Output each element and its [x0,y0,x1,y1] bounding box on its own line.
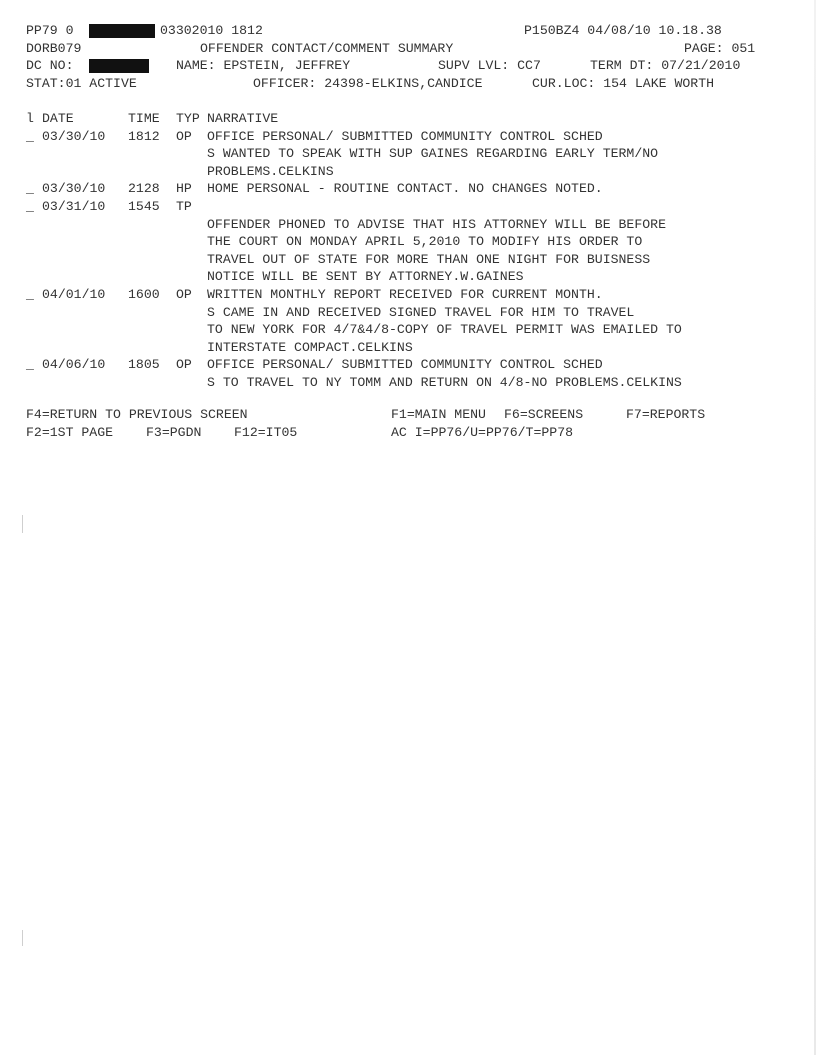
terminal-id: DORB079 [26,40,82,56]
screen-id: PP79 0 [26,23,74,38]
narrative-line: INTERSTATE COMPACT.CELKINS [207,339,413,355]
offender-name: NAME: EPSTEIN, JEFFREY [176,58,351,74]
officer: OFFICER: 24398-ELKINS,CANDICE [253,75,483,91]
system-timestamp: P150BZ4 04/08/10 10.18.38 [524,23,722,38]
dc-number-label: DC NO: [26,58,74,74]
contact-entry [26,128,786,181]
narrative-line: HOME PERSONAL - ROUTINE CONTACT. NO CHANGES NOTED. [207,181,603,197]
contact-entry [26,286,786,356]
column-header-row [26,110,786,128]
entry-continuation-row [26,321,786,339]
current-location: CUR.LOC: 154 LAKE WORTH [532,75,715,91]
term-date: TERM DT: 07/21/2010 [590,58,741,74]
narrative-line: PROBLEMS.CELKINS [207,163,334,179]
page-title: OFFENDER CONTACT/COMMENT SUMMARY [200,40,454,56]
contact-entry [26,198,786,286]
select-field[interactable]: _ [26,357,34,373]
f12-key[interactable]: F12=IT05 [234,425,298,441]
f1-main-menu-key[interactable]: F1=MAIN MENU [391,407,486,423]
header-line-2 [26,40,786,58]
entry-time: 1545 [128,198,160,214]
narrative-line: OFFICE PERSONAL/ SUBMITTED COMMUNITY CONTROL SCHED [207,128,603,144]
entry-continuation-row [26,251,786,269]
column-narrative: NARRATIVE [207,110,279,126]
column-date: DATE [42,110,74,126]
entry-continuation-row [26,216,786,234]
action-code-field[interactable]: AC I=PP76/U=PP76/T=PP78 [391,425,574,441]
entry-date: 03/30/10 [42,181,106,197]
terminal-screen [26,22,786,442]
page-number: PAGE: 051 [684,40,756,56]
narrative-line: TO NEW YORK FOR 4/7&4/8-COPY OF TRAVEL PERMIT WAS EMAILED TO [207,322,682,338]
entry-continuation-row [26,268,786,286]
narrative-line: THE COURT ON MONDAY APRIL 5,2010 TO MODIFY HIS ORDER TO [207,234,643,250]
column-time: TIME [128,110,160,126]
timestamp-code: 03302010 1812 [160,23,263,38]
scan-mark [22,515,23,533]
f2-first-page-key[interactable]: F2=1ST PAGE [26,425,114,441]
entry-continuation-row [26,339,786,357]
function-key-row-1 [26,406,786,424]
f7-reports-key[interactable]: F7=REPORTS [626,407,706,423]
entry-type: OP [176,128,192,144]
narrative-line: S CAME IN AND RECEIVED SIGNED TRAVEL FOR HIM TO TRAVEL [207,304,635,320]
select-field[interactable]: _ [26,198,34,214]
narrative-line: OFFENDER PHONED TO ADVISE THAT HIS ATTORNEY WILL BE BEFORE [207,216,666,232]
entry-main-row [26,128,786,146]
entry-type: OP [176,357,192,373]
entry-type: OP [176,286,192,302]
narrative-line: OFFICE PERSONAL/ SUBMITTED COMMUNITY CONTROL SCHED [207,357,603,373]
narrative-line: S TO TRAVEL TO NY TOMM AND RETURN ON 4/8-NO PROBLEMS.CELKINS [207,374,682,390]
entry-time: 1812 [128,128,160,144]
entry-date: 04/01/10 [42,286,106,302]
entry-main-row [26,180,786,198]
contact-entry [26,180,786,198]
narrative-line: NOTICE WILL BE SENT BY ATTORNEY.W.GAINES [207,269,524,285]
select-field[interactable]: _ [26,128,34,144]
blank-line [26,391,786,406]
function-key-row-2 [26,424,786,442]
status: STAT:01 ACTIVE [26,75,137,91]
contact-entry [26,356,786,391]
entry-date: 03/31/10 [42,198,106,214]
column-select: l [26,110,34,126]
entry-type: HP [176,181,192,197]
scan-mark [22,930,23,946]
select-field[interactable]: _ [26,181,34,197]
narrative-line: TRAVEL OUT OF STATE FOR MORE THAN ONE NIGHT FOR BUISNESS [207,251,651,267]
redacted-dc-number [89,59,149,73]
blank-line [26,92,786,110]
entry-time: 1805 [128,357,160,373]
narrative-line: WRITTEN MONTHLY REPORT RECEIVED FOR CURRENT MONTH. [207,286,603,302]
entry-main-row [26,286,786,304]
f6-screens-key[interactable]: F6=SCREENS [504,407,584,423]
f3-page-down-key[interactable]: F3=PGDN [146,425,202,441]
entry-time: 1600 [128,286,160,302]
f4-return-key[interactable]: F4=RETURN TO PREVIOUS SCREEN [26,407,248,423]
entry-continuation-row [26,163,786,181]
supervision-level: SUPV LVL: CC7 [438,58,541,74]
entry-main-row [26,198,786,216]
entry-continuation-row [26,145,786,163]
entry-type: TP [176,198,192,214]
redacted-block [89,24,155,38]
entry-continuation-row [26,233,786,251]
entry-continuation-row [26,304,786,322]
entry-time: 2128 [128,181,160,197]
narrative-line: S WANTED TO SPEAK WITH SUP GAINES REGARDING EARLY TERM/NO [207,146,659,162]
entry-date: 03/30/10 [42,128,106,144]
entry-date: 04/06/10 [42,357,106,373]
header-line-1 [26,22,786,40]
entry-continuation-row [26,374,786,392]
entry-main-row [26,356,786,374]
header-line-3 [26,57,786,75]
header-line-4 [26,75,786,93]
select-field[interactable]: _ [26,286,34,302]
column-type: TYP [176,110,200,126]
